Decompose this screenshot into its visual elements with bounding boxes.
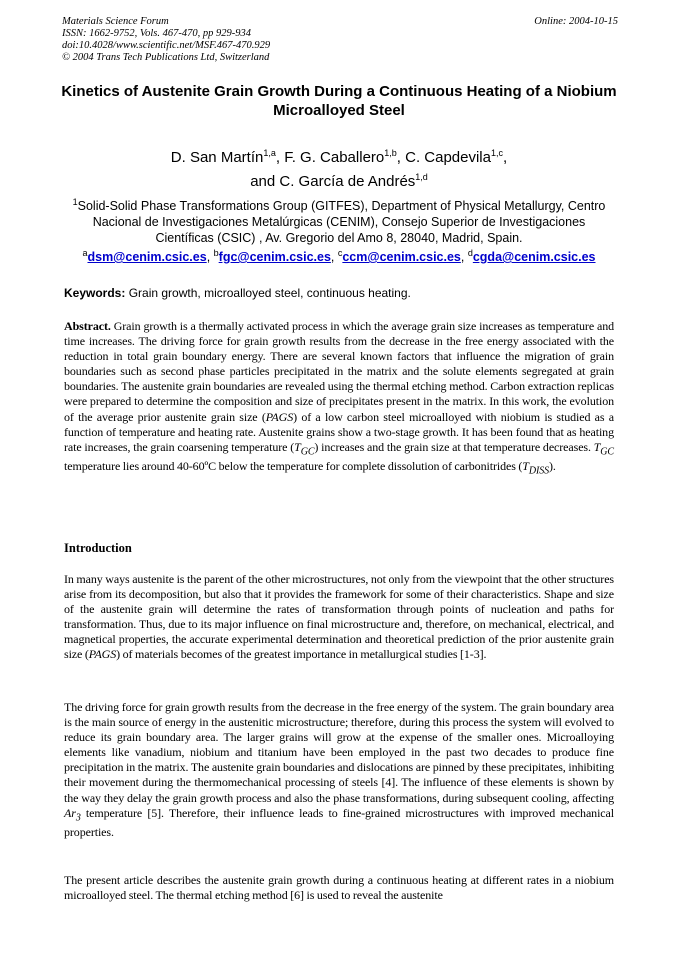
body-text: ) of materials becomes of the greatest importance in metallurgical studies [1-3]. <box>116 647 487 662</box>
email-link[interactable]: ccm@cenim.csic.es <box>342 250 461 264</box>
author-sup: 1,d <box>415 172 428 182</box>
pags-term: PAGS <box>265 409 294 424</box>
doi-line: doi:10.4028/www.scientific.net/MSF.467-470.929 <box>62 40 271 51</box>
abstract-text: ) of a low carbon steel microalloyed with niobium is studied as a function of temperature and heating rate. Austenite grains show a two-stage growth. It has been found that as heating rate increases, the grain coarsening temperature ( <box>64 409 614 454</box>
abstract-paragraph <box>64 319 614 479</box>
author-name: C. García de Andrés <box>279 173 416 190</box>
keywords-label: Keywords: <box>64 286 126 300</box>
email-link[interactable]: dsm@cenim.csic.es <box>87 250 207 264</box>
section-heading-introduction: Introduction <box>64 541 132 555</box>
affiliation <box>62 198 616 246</box>
intro-paragraph-1 <box>64 572 614 663</box>
author-name: C. Capdevila <box>405 149 491 166</box>
author-name: D. San Martín <box>170 149 264 166</box>
email-sup: c <box>337 247 343 258</box>
keywords-text: Grain growth, microalloyed steel, continuous heating. <box>128 286 411 300</box>
affiliation-text: Solid-Solid Phase Transformations Group (GITFES), Department of Physical Metallurgy, Centro Nacional de Investigaciones Metalúrgicas (CENIM), Consejo Superior de Investigaciones Científicas (CSIC) , Av. Gregorio del Amo 8, 28040, Madrid, Spain. <box>77 199 606 245</box>
journal-header <box>62 16 618 64</box>
body-text: temperature [5]. Therefore, their influence leads to fine-grained microstructures with improved mechanical properties. <box>64 805 614 840</box>
email-sup: a <box>82 247 88 258</box>
body-text: In many ways austenite is the parent of the other microstructures, not only from the viewpoint that the other structures arise from its decomposition, but also that it provides the framework for some of their characteristics. Shape and size of the austenite grain will determine the rates of transformation through points of nucleation and paths for transformation. Thus, due to its major influence on final microstructure and, therefore, on mechanical, electrical, and magnetical properties, the accurate experimental determination and theoretical prediction of the prior austenite grain size ( <box>64 572 614 662</box>
tgc-term: $T_{GC}$ <box>593 439 614 458</box>
author-conjunction: and <box>250 173 276 190</box>
abstract-label: Abstract. <box>64 319 111 333</box>
intro-paragraph-3: The present article describes the austenite grain growth during a continuous heating at different rates in a niobium microalloyed steel. The thermal etching method [6] is used to reveal the austenite <box>64 873 614 903</box>
journal-name: Materials Science Forum <box>62 16 169 27</box>
author-sup: 1,a <box>263 148 276 158</box>
abstract-text: Grain growth is a thermally activated process in which the average grain size increases as temperature and time increases. The driving force for grain growth results from the decrease in the free energy associated with the reduction in total grain boundary energy. There are several known factors that influence the migration of grain boundaries such as second phase particles precipitated in the matrix and the solute elements segregated at grain boundaries. The austenite grain boundaries are revealed using the thermal etching method. Carbon extraction replicas were prepared to determine the composition and size of precipitates present in the matrix. In this work, the evolution of the average prior austenite grain size ( <box>64 319 614 424</box>
tdiss-term: $T_{DISS}$ <box>522 459 550 477</box>
affiliation-sup: 1 <box>72 196 78 207</box>
author-list: D. San Martín$^{1,a}$, F. G. Caballero$^{1,b}$, C. Capdevila$^{1,c}$, and C. García de Andrés$^{1,d}$ <box>170 148 508 190</box>
pags-term: PAGS <box>88 647 117 662</box>
author-name: F. G. Caballero <box>284 149 385 166</box>
abstract-text: ). <box>549 459 556 474</box>
email-link[interactable]: fgc@cenim.csic.es <box>218 250 331 264</box>
paper-title: Kinetics of Austenite Grain Growth During a Continuous Heating of a Niobium Microalloyed Steel <box>61 83 617 119</box>
online-date: Online: 2004-10-15 <box>534 16 618 27</box>
author-sup: 1,b <box>384 148 397 158</box>
abstract-text: ) increases and the grain size at that temperature decreases. <box>314 439 594 454</box>
tgc-term: $T_{GC}$ <box>294 439 315 458</box>
email-link[interactable]: cgda@cenim.csic.es <box>472 250 596 264</box>
issn-line: ISSN: 1662-9752, Vols. 467-470, pp 929-934 <box>62 28 251 39</box>
author-sup: 1,c <box>491 148 504 158</box>
email-sup: b <box>213 247 219 258</box>
keywords <box>64 286 616 301</box>
ar3-term: $Ar_3$ <box>64 805 81 824</box>
intro-paragraph-2 <box>64 700 614 840</box>
body-text: The driving force for grain growth results from the decrease in the free energy of the system. The grain boundary area is the main source of energy in the austenitic microstructure; therefore, during this process the system will evolved to reduce its grain boundary area. The larger grains will grow at the expense of the smaller ones. Microalloying elements like vanadium, niobium and titanium have been employed in the past two decades to produce fine precipitation in the matrix. The austenite grain boundaries and dislocations are pinned by these precipitates, inhibiting their movement during the thermomechanical processing of steels [4]. The influence of these elements is shown by the way they delay the grain growth process and also the phase transformations, during subsequent cooling, affecting <box>64 700 614 805</box>
email-sup: d <box>467 247 473 258</box>
email-list: $^a$dsm@cenim.csic.es, $^b$fgc@cenim.csic.es, $^c$ccm@cenim.csic.es, $^d$cgda@cenim.csic.es <box>82 247 596 264</box>
abstract-text: temperature lies around 40-60ºC below the temperature for complete dissolution of carbonitrides ( <box>64 459 523 474</box>
copyright-line: © 2004 Trans Tech Publications Ltd, Switzerland <box>62 52 270 63</box>
